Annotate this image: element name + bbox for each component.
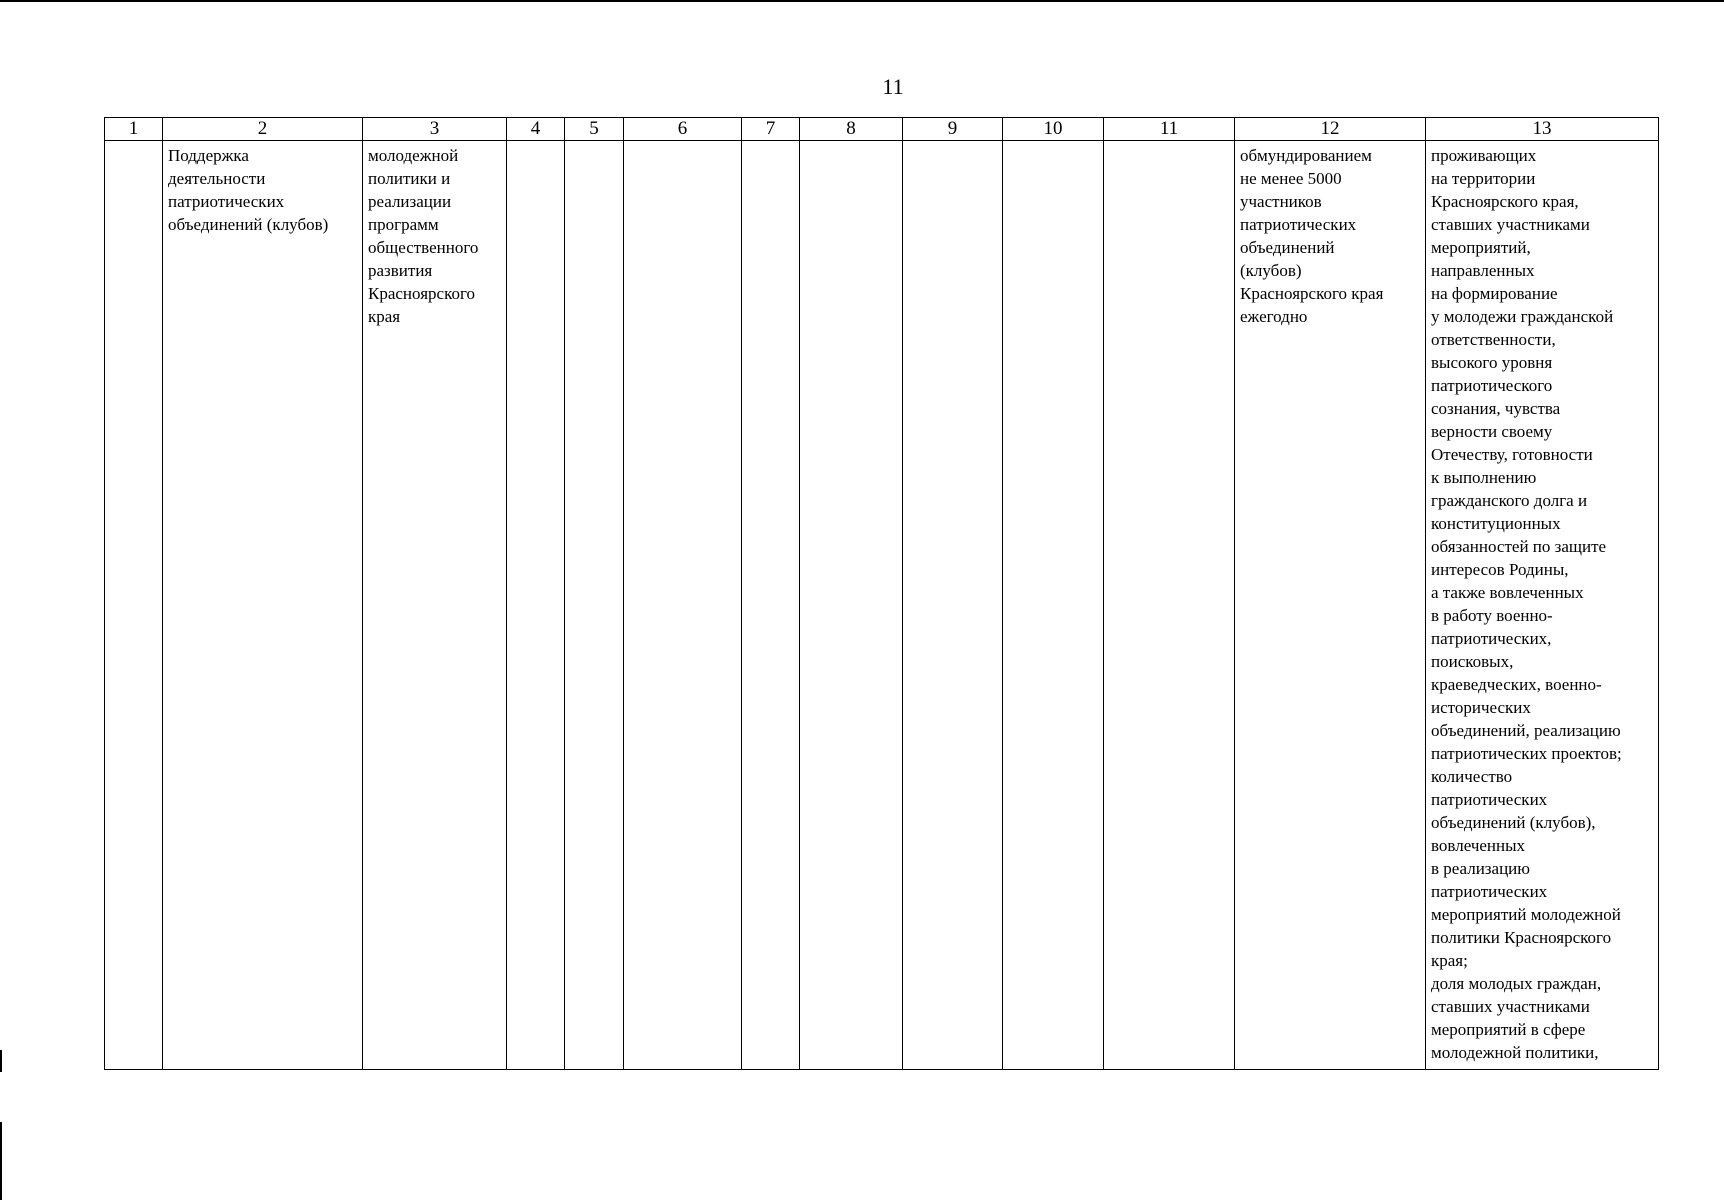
cell-col-10 [1003, 141, 1104, 1070]
column-header-12: 12 [1235, 118, 1426, 141]
cell-col-8 [800, 141, 903, 1070]
cell-col-1 [105, 141, 163, 1070]
column-header-4: 4 [507, 118, 565, 141]
cell-col-9 [903, 141, 1003, 1070]
page-top-border [0, 0, 1724, 2]
scan-margin-mark-lower [0, 1122, 2, 1200]
column-header-10: 10 [1003, 118, 1104, 141]
cell-col-2: Поддержка деятельности патриотических объединений (клубов) [163, 141, 363, 1070]
scan-margin-mark-upper [0, 1050, 2, 1072]
cell-col-13: проживающих на территории Красноярского края, ставших участниками мероприятий, направленных на формирование у молодежи гражданской ответственности, высокого уровня патриотического сознания, чувства верности своему Отечеству, готовности к выполнению гражданского долга и конституционных обязанностей по защите интересов Родины, а также вовлеченных в работу военно- патриотических, поисковых, краеведческих, военно- исторических объединений, реализацию патриотических проектов; количество патриотических объединений (клубов), вовлеченных в реализацию патриотических мероприятий молодежной политики Красноярского края; доля молодых граждан, ставших участниками мероприятий в сфере молодежной политики, [1426, 141, 1659, 1070]
page-number: 11 [882, 74, 904, 99]
column-header-6: 6 [624, 118, 742, 141]
header-row [105, 118, 1659, 141]
cell-col-6 [624, 141, 742, 1070]
cell-col-11 [1104, 141, 1235, 1070]
column-header-8: 8 [800, 118, 903, 141]
table-row [105, 141, 1659, 1070]
cell-col-3: молодежной политики и реализации программ общественного развития Красноярского края [363, 141, 507, 1070]
column-header-1: 1 [105, 118, 163, 141]
column-header-7: 7 [742, 118, 800, 141]
column-header-9: 9 [903, 118, 1003, 141]
cell-col-4 [507, 141, 565, 1070]
cell-col-5 [565, 141, 624, 1070]
cell-col-7 [742, 141, 800, 1070]
cell-col-12: обмундированием не менее 5000 участников патриотических объединений (клубов) Красноярского края ежегодно [1235, 141, 1426, 1070]
column-header-11: 11 [1104, 118, 1235, 141]
program-table [104, 117, 1659, 1070]
column-header-13: 13 [1426, 118, 1659, 141]
column-header-5: 5 [565, 118, 624, 141]
column-header-2: 2 [163, 118, 363, 141]
column-header-3: 3 [363, 118, 507, 141]
